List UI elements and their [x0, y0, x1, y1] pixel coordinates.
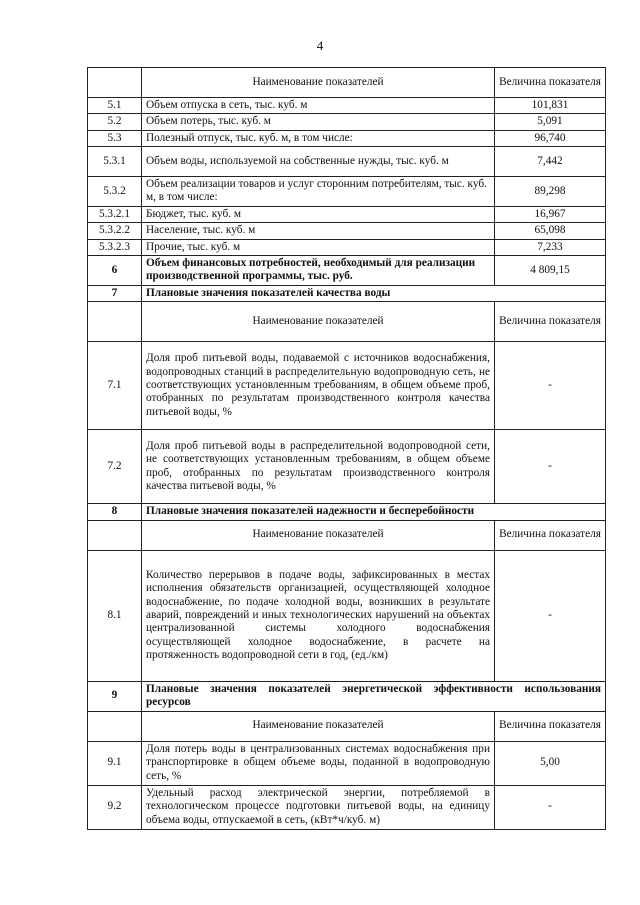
table-row — [88, 550, 606, 681]
row-name: Доля потерь воды в централизованных системах водоснабжения при транспортировке в общем объеме воды, поданной в водопроводную сеть, % — [142, 741, 495, 785]
table-row — [88, 98, 606, 114]
row-value: 96,740 — [495, 130, 606, 146]
row-num: 5.3.2.2 — [88, 223, 142, 239]
row-value: - — [495, 430, 606, 504]
row-num: 5.3.2.3 — [88, 239, 142, 255]
table-row — [88, 430, 606, 504]
row-name: Доля проб питьевой воды, подаваемой с источников водоснабжения, водопроводных станций в распределительную водопроводную сеть, не соответствующих установленным требованиям, в общем объеме проб, отобранных по результатам производственного контроля качества питьевой воды, % — [142, 342, 495, 430]
table-header-row — [88, 711, 606, 741]
section-row — [88, 504, 606, 520]
row-num: 5.3.2.1 — [88, 206, 142, 222]
row-num: 7.1 — [88, 342, 142, 430]
row-name: Объем реализации товаров и услуг сторонним потребителям, тыс. куб. м, в том числе: — [142, 176, 495, 206]
table-row — [88, 130, 606, 146]
header-value-cell: Величина показателя — [495, 711, 606, 741]
header-value-cell: Величина показателя — [495, 302, 606, 342]
table-row — [88, 176, 606, 206]
page-number: 4 — [316, 38, 324, 53]
header-name-cell: Наименование показателей — [142, 711, 495, 741]
row-num: 5.3.2 — [88, 176, 142, 206]
row-num: 5.3 — [88, 130, 142, 146]
row-name: Количество перерывов в подаче воды, зафиксированных в местах исполнения обязательств организацией, осуществляющей холодное водоснабжение, по подаче холодной воды, возникших в результате аварий, повреждений и иных технологических нарушений на объектах централизованной системы холодного водоснабжения осуществляющей холодное водоснабжение, в расчете на протяженность водопроводной сети в год, (ед./км) — [142, 550, 495, 681]
section-title: Плановые значения показателей энергетической эффективности использования ресурсов — [142, 681, 606, 711]
row-value: 5,091 — [495, 114, 606, 130]
header-num-cell — [88, 520, 142, 550]
section-row — [88, 285, 606, 301]
row-value: 4 809,15 — [495, 255, 606, 285]
row-name: Объем финансовых потребностей, необходимый для реализации производственной программы, тыс. руб. — [142, 255, 495, 285]
table-row — [88, 239, 606, 255]
section-title: Плановые значения показателей качества воды — [142, 285, 606, 301]
row-num: 7.2 — [88, 430, 142, 504]
table-row — [88, 146, 606, 176]
header-num-cell — [88, 711, 142, 741]
row-num: 6 — [88, 255, 142, 285]
section-num: 9 — [88, 681, 142, 711]
row-value: 5,00 — [495, 741, 606, 785]
row-value: - — [495, 342, 606, 430]
row-name: Население, тыс. куб. м — [142, 223, 495, 239]
row-value: 89,298 — [495, 176, 606, 206]
indicators-table — [87, 67, 606, 830]
row-name: Удельный расход электрической энергии, потребляемой в технологическом процессе подготовки питьевой воды, на единицу объема воды, отпускаемой в сеть, (кВт*ч/куб. м) — [142, 785, 495, 829]
table-row — [88, 114, 606, 130]
row-num: 9.2 — [88, 785, 142, 829]
row-value: 101,831 — [495, 98, 606, 114]
table-header-row — [88, 302, 606, 342]
section-num: 8 — [88, 504, 142, 520]
row-name: Объем потерь, тыс. куб. м — [142, 114, 495, 130]
row-num: 5.3.1 — [88, 146, 142, 176]
row-value: 16,967 — [495, 206, 606, 222]
row-value: - — [495, 785, 606, 829]
section-title: Плановые значения показателей надежности и бесперебойности — [142, 504, 606, 520]
row-name: Прочие, тыс. куб. м — [142, 239, 495, 255]
table-row — [88, 741, 606, 785]
table-header-row — [88, 68, 606, 98]
row-name: Полезный отпуск, тыс. куб. м, в том числе: — [142, 130, 495, 146]
table-row — [88, 206, 606, 222]
header-num-cell — [88, 68, 142, 98]
header-value-cell: Величина показателя — [495, 520, 606, 550]
header-name-cell: Наименование показателей — [142, 302, 495, 342]
header-name-cell: Наименование показателей — [142, 68, 495, 98]
header-value-cell: Величина показателя — [495, 68, 606, 98]
table-row-financial — [88, 255, 606, 285]
section-num: 7 — [88, 285, 142, 301]
row-num: 8.1 — [88, 550, 142, 681]
row-num: 9.1 — [88, 741, 142, 785]
header-name-cell: Наименование показателей — [142, 520, 495, 550]
row-value: 7,442 — [495, 146, 606, 176]
row-name: Объем воды, используемой на собственные нужды, тыс. куб. м — [142, 146, 495, 176]
section-row — [88, 681, 606, 711]
table-row — [88, 785, 606, 829]
row-num: 5.2 — [88, 114, 142, 130]
row-num: 5.1 — [88, 98, 142, 114]
table-row — [88, 223, 606, 239]
row-name: Объем отпуска в сеть, тыс. куб. м — [142, 98, 495, 114]
table-header-row — [88, 520, 606, 550]
row-value: 7,233 — [495, 239, 606, 255]
header-num-cell — [88, 302, 142, 342]
row-value: 65,098 — [495, 223, 606, 239]
row-name: Бюджет, тыс. куб. м — [142, 206, 495, 222]
row-name: Доля проб питьевой воды в распределительной водопроводной сети, не соответствующих установленным требованиям, в общем объеме проб, отобранных по результатам производственного контроля качества питьевой воды, % — [142, 430, 495, 504]
table-row — [88, 342, 606, 430]
row-value: - — [495, 550, 606, 681]
